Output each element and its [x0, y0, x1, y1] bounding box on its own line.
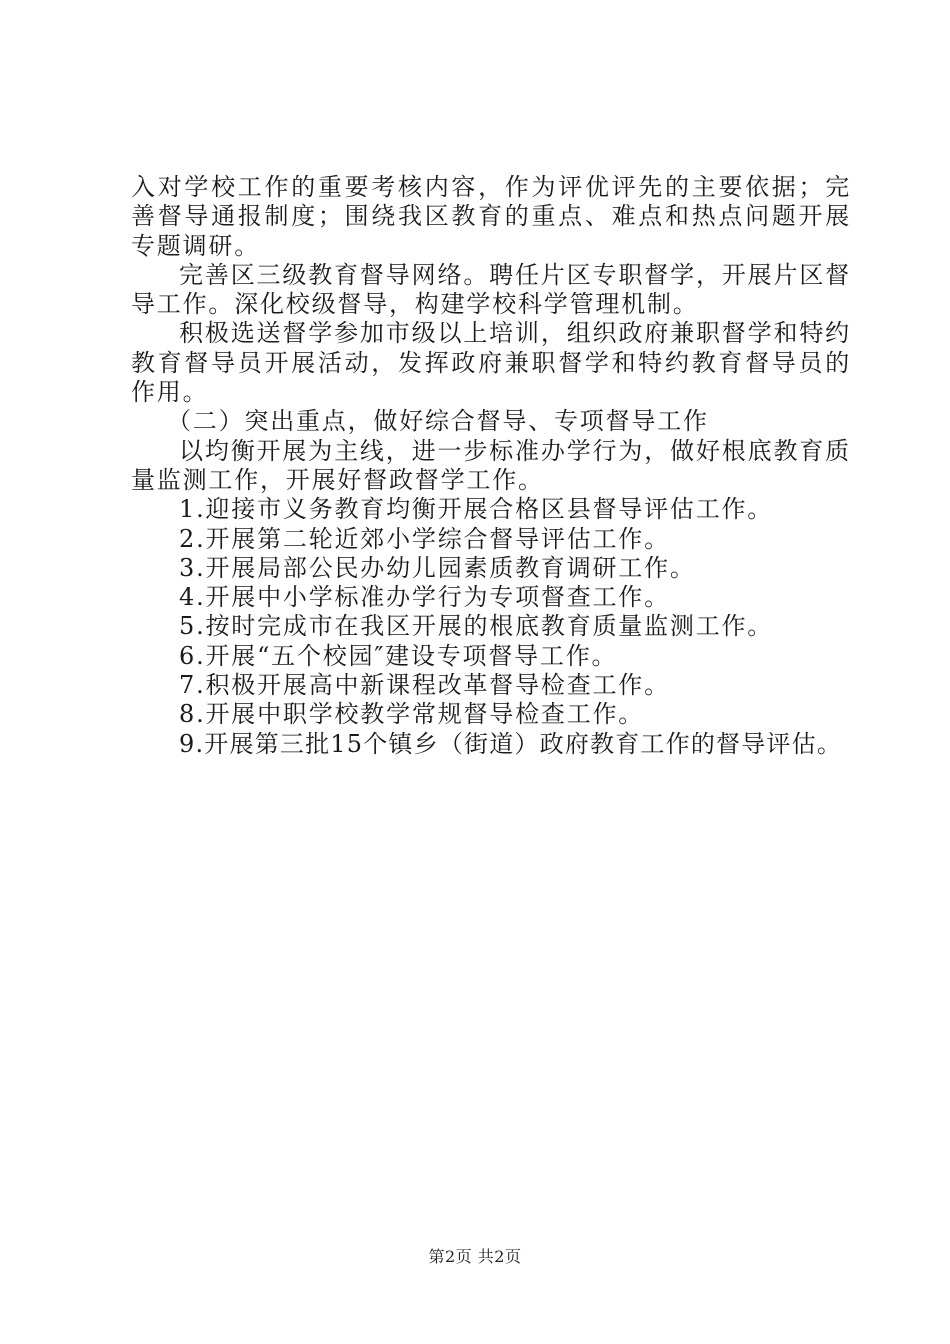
- list-item: 3.开展局部公民办幼儿园素质教育调研工作。: [179, 553, 696, 582]
- paragraph-main-line: 以均衡开展为主线，进一步标准办学行为，做好根底教育质量监测工作，开展好督政督学工作。: [131, 436, 851, 494]
- paragraph-continuation: 入对学校工作的重要考核内容，作为评优评先的主要依据；完善督导通报制度；围绕我区教育的重点、难点和热点问题开展专题调研。: [131, 173, 851, 260]
- document-body: [131, 173, 851, 759]
- list-item: 1.迎接市义务教育均衡开展合格区县督导评估工作。: [179, 495, 774, 524]
- section-heading: （二）突出重点，做好综合督导、专项督导工作: [167, 407, 709, 436]
- list-item: 6.开展“五个校园″建设专项督导工作。: [179, 641, 618, 670]
- paragraph-training: 积极选送督学参加市级以上培训，组织政府兼职督学和特约教育督导员开展活动，发挥政府兼职督学和特约教育督导员的作用。: [131, 319, 851, 407]
- list-item: 8.开展中职学校教学常规督导检查工作。: [179, 700, 645, 729]
- page-number-footer: 第2页 共2页: [428, 1247, 522, 1266]
- list-item: 7.积极开展高中新课程改革督导检查工作。: [179, 671, 670, 700]
- list-item: 4.开展中小学标准办学行为专项督查工作。: [179, 583, 670, 612]
- paragraph-network: 完善区三级教育督导网络。聘任片区专职督学，开展片区督导工作。深化校级督导，构建学校科学管理机制。: [131, 260, 851, 319]
- list-item: 2.开展第二轮近郊小学综合督导评估工作。: [179, 524, 670, 553]
- list-item: 9.开展第三批15个镇乡（街道）政府教育工作的督导评估。: [179, 729, 843, 758]
- list-item: 5.按时完成市在我区开展的根底教育质量监测工作。: [179, 612, 774, 641]
